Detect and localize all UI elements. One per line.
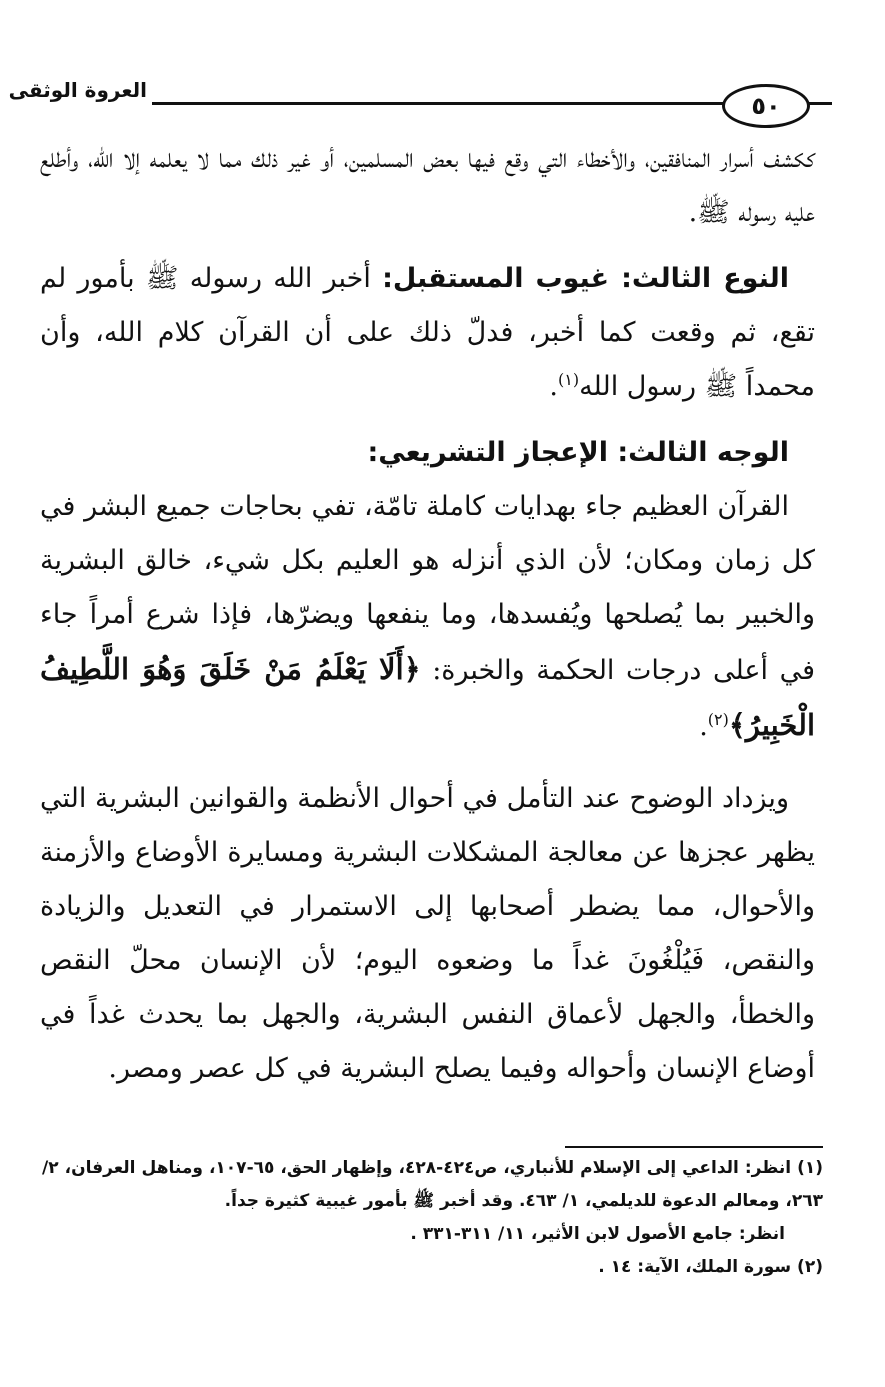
paragraph-4: ويزداد الوضوح عند التأمل في أحوال الأنظمة والقوانين البشرية التي يظهر عجزها عن معالجة المشكلات البشرية ومسايرة الأوضاع والأزمنة والأحوال، مما يضطر أصحابها إلى الاستمرار في التعديل والزيادة والنقص، فَيُلْغُونَ غداً ما وضعوه اليوم؛ لأن الإنسان محلّ النقص والخطأ، والجهل لأعماق النفس البشرية، والجهل بما يحدث غداً في أوضاع الإنسان وأحواله وفيما يصلح البشرية في كل عصر ومصر. bbox=[40, 783, 815, 1084]
footnote-1: (١) انظر: الداعي إلى الإسلام للأنباري، ص٤٢٤-٤٢٨، وإظهار الحق، ٦٥-١٠٧، ومناهل العرفان، ٢/ ٢٦٣، ومعالم الدعوة للديلمي، ١/ ٤٦٣. وقد أخبر ﷺ بأمور غيبية كثيرة جداً. bbox=[42, 1158, 824, 1211]
section-lead: النوع الثالث: غيوب المستقبل: bbox=[382, 263, 789, 294]
paragraph-1: ككشف أسرار المنافقين، والأخطاء التي وقع فيها بعض المسلمين، أو غير ذلك مما لا يعلمه إلا الله، وأطلع عليه رسوله ﷺ. bbox=[40, 143, 815, 228]
section-heading: الوجه الثالث: الإعجاز التشريعي: bbox=[367, 437, 789, 468]
quran-verse: ﴿أَلَا يَعْلَمُ مَنْ خَلَقَ وَهُوَ اللَّطِيفُ الْخَبِيرُ﴾ bbox=[40, 652, 815, 742]
footnote-ref-1[interactable]: (١) bbox=[557, 370, 580, 389]
paragraph-2: النوع الثالث: غيوب المستقبل: أخبر الله رسوله ﷺ بأمور لم تقع، ثم وقعت كما أخبر، فدلّ ذلك على أن القرآن كلام الله، وأن محمداً ﷺ رسول الله$^{(١)}$. bbox=[40, 263, 815, 402]
running-header-title: العروة الوثقى bbox=[8, 78, 147, 102]
footnote-separator bbox=[565, 1146, 823, 1148]
main-text bbox=[40, 132, 815, 1096]
footnote-2: (٢) سورة الملك، الآية: ١٤ . bbox=[598, 1257, 823, 1277]
footnote-1-continued: انظر: جامع الأصول لابن الأثير، ١١/ ٣١١-٣٣١ . bbox=[410, 1224, 785, 1244]
footnote-ref-2[interactable]: (٢) bbox=[707, 710, 729, 729]
page-number: ٥٠ bbox=[751, 92, 781, 120]
page-number-badge bbox=[722, 84, 810, 128]
paragraph-3: القرآن العظيم جاء بهدايات كاملة تامّة، تفي بحاجات جميع البشر في كل زمان ومكان؛ لأن الذي أنزله هو العليم بكل شيء، خالق البشرية والخبير بما يُصلحها ويُفسدها، وما ينفعها ويضرّها، فإذا شرع أمراً جاء في أعلى درجات الحكمة والخبرة: ﴿أَلَا يَعْلَمُ مَنْ خَلَقَ وَهُوَ اللَّطِيفُ الْخَبِيرُ﴾$^{(٢)}$. bbox=[40, 491, 815, 742]
footnotes bbox=[42, 1152, 823, 1284]
